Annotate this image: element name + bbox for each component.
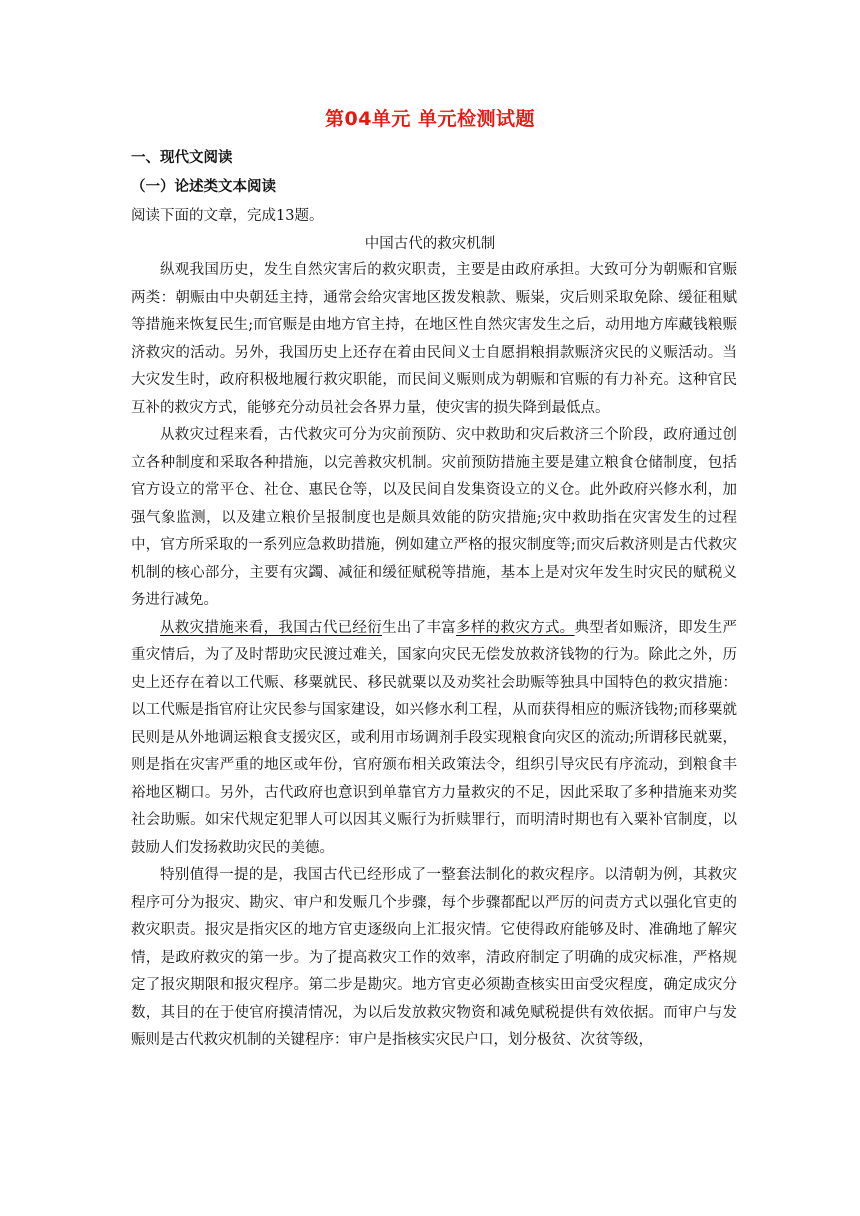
paragraph-3-rest: 典型者如赈济，即发生严重灾情后，为了及时帮助灾民渡过难关，国家向灾民无偿发放救济钱物的行为。除此之外，历史上还存在着以工代赈、移粟就民、移民就粟以及劝奖社会助赈等独具中国特色的救灾措施：以工代赈是指官府让灾民参与国家建设，如兴修水利工程，从而获得相应的赈济钱物;而移粟就民则是从外地调运粮食支援灾区，或利用市场调剂手段实现粮食向灾区的流动;所谓移民就粟，则是指在灾害严重的地区或年份，官府颁布相关政策法令，组织引导灾民有序流动，到粮食丰裕地区糊口。另外，古代政府也意识到单靠官方力量救灾的不足，因此采取了多种措施来劝奖社会助赈。如宋代规定犯罪人可以因其义赈行为折赎罪行，而明清时期也有入粟补官制度，以鼓励人们发扬救助灾民的美德。	[131, 619, 738, 856]
underlined-sentence-part-a: 从救灾措施来看，我国古代已经衍	[160, 619, 383, 636]
underlined-sentence-part-b: 多样的救灾方式。	[456, 619, 575, 636]
section-heading: 一、现代文阅读	[131, 150, 233, 166]
paragraph-3-plain-part: 生出了丰富	[382, 619, 457, 636]
reading-instruction: 阅读下面的文章，完成13题。	[131, 208, 324, 224]
paragraph-4: 特别值得一提的是，我国古代已经形成了一整套法制化的救灾程序。以清朝为例，其救灾程序可分为报灾、勘灾、审户和发赈几个步骤，每个步骤都配以严厉的问责方式以强化官吏的救灾职责。报灾是指灾区的地方官吏逐级向上汇报灾情。它使得政府能够及时、准确地了解灾情，是政府救灾的第一步。为了提高救灾工作的效率，清政府制定了明确的成灾标准，严格规定了报灾期限和报灾程序。第二步是勘灾。地方官吏必须勘查核实田亩受灾程度，确定成灾分数，其目的在于使官府摸清情况，为以后发放救灾物资和减免赋税提供有效依据。而审户与发赈则是古代救灾机制的关键程序：审户是指核实灾民户口，划分极贫、次贫等级，	[131, 867, 737, 1048]
article-body	[131, 257, 737, 1055]
subsection-heading: （一）论述类文本阅读	[131, 179, 276, 195]
paragraph-2: 从救灾过程来看，古代救灾可分为灾前预防、灾中救助和灾后救济三个阶段，政府通过创立各种制度和采取各种措施，以完善救灾机制。灾前预防措施主要是建立粮食仓储制度，包括官方设立的常平仓、社仓、惠民仓等，以及民间自发集资设立的义仓。此外政府兴修水利，加强气象监测，以及建立粮价呈报制度也是颇具效能的防灾措施;灾中救助指在灾害发生的过程中，官方所采取的一系列应急救助措施，例如建立严格的报灾制度等;而灾后救济则是古代救灾机制的核心部分，主要有灾蠲、减征和缓征赋税等措施，基本上是对灾年发生时灾民的赋税义务进行减免。	[131, 427, 737, 608]
paragraph-1: 纵观我国历史，发生自然灾害后的救灾职责，主要是由政府承担。大致可分为朝赈和官赈两类：朝赈由中央朝廷主持，通常会给灾害地区拨发粮款、赈粜，灾后则采取免除、缓征租赋等措施来恢复民生;而官赈是由地方官主持，在地区性自然灾害发生之后，动用地方库藏钱粮赈济救灾的活动。另外，我国历史上还存在着由民间义士自愿捐粮捐款赈济灾民的义赈活动。当大灾发生时，政府积极地履行救灾职能，而民间义赈则成为朝赈和官赈的有力补充。这种官民互补的救灾方式，能够充分动员社会各界力量，使灾害的损失降到最低点。	[131, 262, 737, 416]
paragraph-3	[131, 615, 737, 863]
article-title: 中国古代的救灾机制	[364, 236, 496, 252]
document-title: 第04单元 单元检测试题	[324, 108, 536, 130]
